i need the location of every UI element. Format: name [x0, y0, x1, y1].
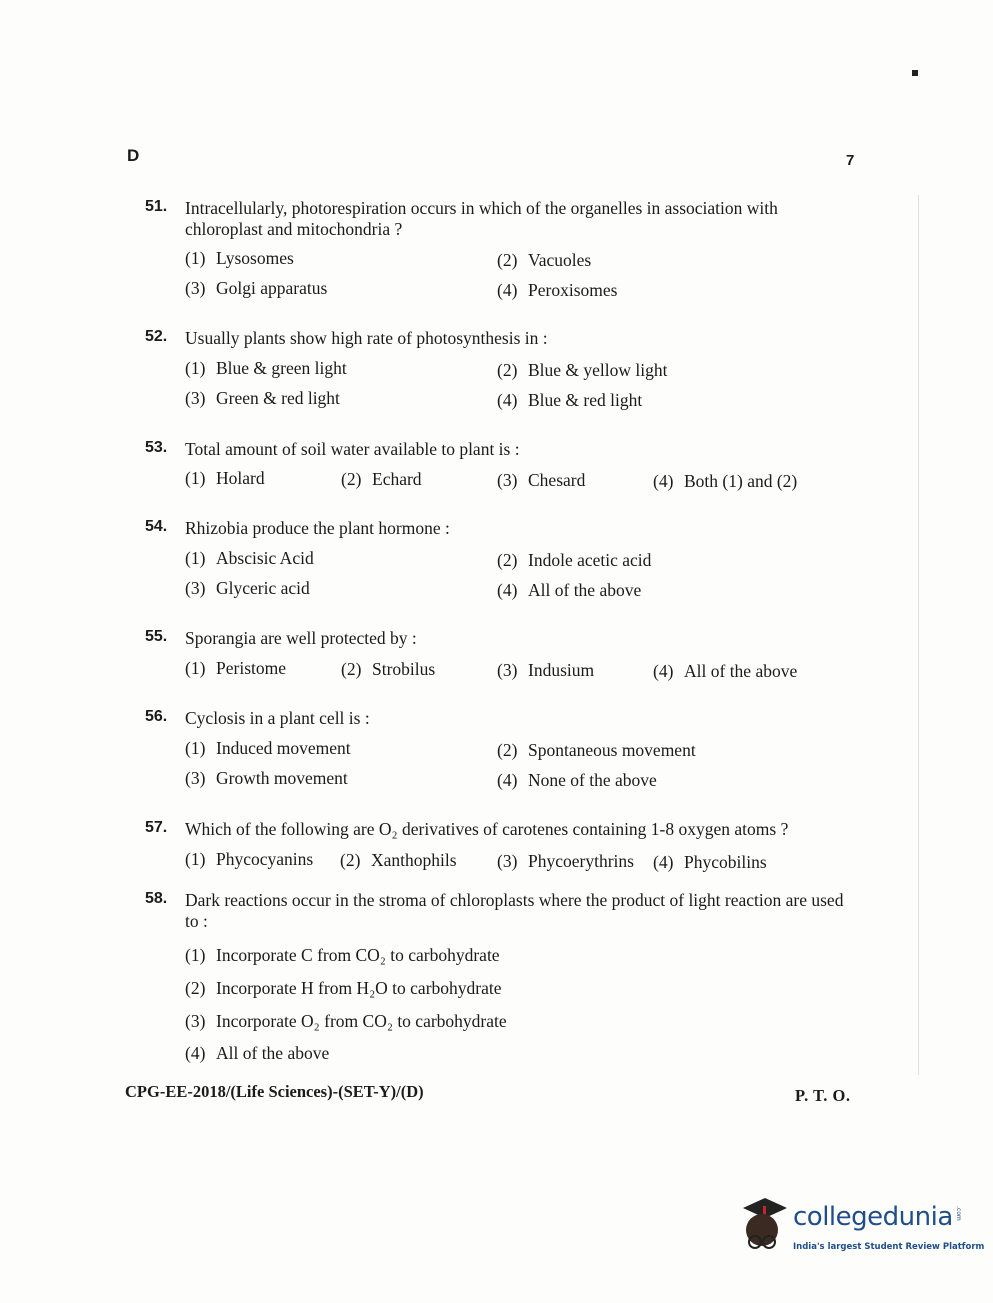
question-text: Total amount of soil water available to plant is :	[185, 439, 520, 459]
option-4: (4) Phycobilins	[653, 852, 767, 872]
option-1: (1) Phycocyanins	[185, 849, 314, 869]
mascot-icon	[735, 1196, 793, 1256]
question-number: 57.	[145, 819, 168, 836]
question-number: 58.	[145, 890, 168, 907]
option-3: (3) Golgi apparatus	[185, 278, 328, 298]
option-2: (2) Indole acetic acid	[497, 550, 652, 570]
question-number: 53.	[145, 439, 168, 456]
option-3: (3) Green & red light	[185, 388, 340, 408]
question-text: Cyclosis in a plant cell is :	[185, 708, 370, 728]
brand-tagline: India's largest Student Review Platform	[793, 1242, 985, 1252]
option-3: (3) Glyceric acid	[185, 578, 310, 598]
option-4: (4) All of the above	[653, 661, 798, 681]
page-number: 7	[846, 152, 855, 169]
option-2: (2) Spontaneous movement	[497, 740, 696, 760]
option-4: (4) All of the above	[497, 580, 642, 600]
option-3: (3) Incorporate O₂ from CO₂ to carbohydrate	[185, 1011, 507, 1031]
option-1: (1) Blue & green light	[185, 358, 347, 378]
scan-mark	[912, 70, 918, 76]
option-1: (1) Abscisic Acid	[185, 548, 314, 568]
question-text: Sporangia are well protected by :	[185, 628, 417, 648]
question-number: 54.	[145, 518, 168, 535]
option-2: (2) Vacuoles	[497, 250, 592, 270]
footer-paper-code: CPG-EE-2018/(Life Sciences)-(SET-Y)/(D)	[125, 1082, 424, 1101]
option-1: (1) Induced movement	[185, 738, 351, 758]
option-4: (4) Both (1) and (2)	[653, 471, 798, 491]
option-3: (3) Growth movement	[185, 768, 348, 788]
question-text: Dark reactions occur in the stroma of chloroplasts where the product of light reaction are used to :	[185, 890, 844, 931]
brand-suffix: .com	[955, 1206, 962, 1221]
option-2: (2) Strobilus	[341, 659, 436, 679]
footer-pto: P. T. O.	[795, 1086, 851, 1105]
option-2: (2) Echard	[341, 469, 422, 489]
option-2: (2) Incorporate H from H₂O to carbohydrate	[185, 978, 502, 998]
option-4: (4) None of the above	[497, 770, 657, 790]
option-4: (4) Blue & red light	[497, 390, 643, 410]
question-number: 51.	[145, 198, 168, 215]
question-text: Usually plants show high rate of photosynthesis in :	[185, 328, 548, 348]
question-text: Intracellularly, photorespiration occurs in which of the organelles in association with chloroplast and mitochondria ?	[185, 198, 778, 239]
option-1: (1) Incorporate C from CO₂ to carbohydrate	[185, 945, 500, 965]
option-1: (1) Lysosomes	[185, 248, 294, 268]
question-text: Rhizobia produce the plant hormone :	[185, 518, 450, 538]
scan-margin-line	[918, 195, 919, 1075]
option-2: (2) Xanthophils	[340, 850, 457, 870]
question-number: 52.	[145, 328, 168, 345]
question-number: 56.	[145, 708, 168, 725]
option-3: (3) Phycoerythrins	[497, 851, 634, 871]
set-label: D	[127, 146, 140, 165]
question-text: Which of the following are O₂ derivatives of carotenes containing 1-8 oxygen atoms ?	[185, 819, 789, 839]
question-number: 55.	[145, 628, 168, 645]
option-4: (4) All of the above	[185, 1043, 330, 1063]
option-1: (1) Holard	[185, 468, 265, 488]
option-1: (1) Peristome	[185, 658, 286, 678]
option-2: (2) Blue & yellow light	[497, 360, 668, 380]
option-4: (4) Peroxisomes	[497, 280, 618, 300]
collegedunia-watermark	[735, 1196, 985, 1260]
brand-name: collegedunia	[793, 1202, 953, 1232]
option-3: (3) Chesard	[497, 470, 586, 490]
option-3: (3) Indusium	[497, 660, 595, 680]
